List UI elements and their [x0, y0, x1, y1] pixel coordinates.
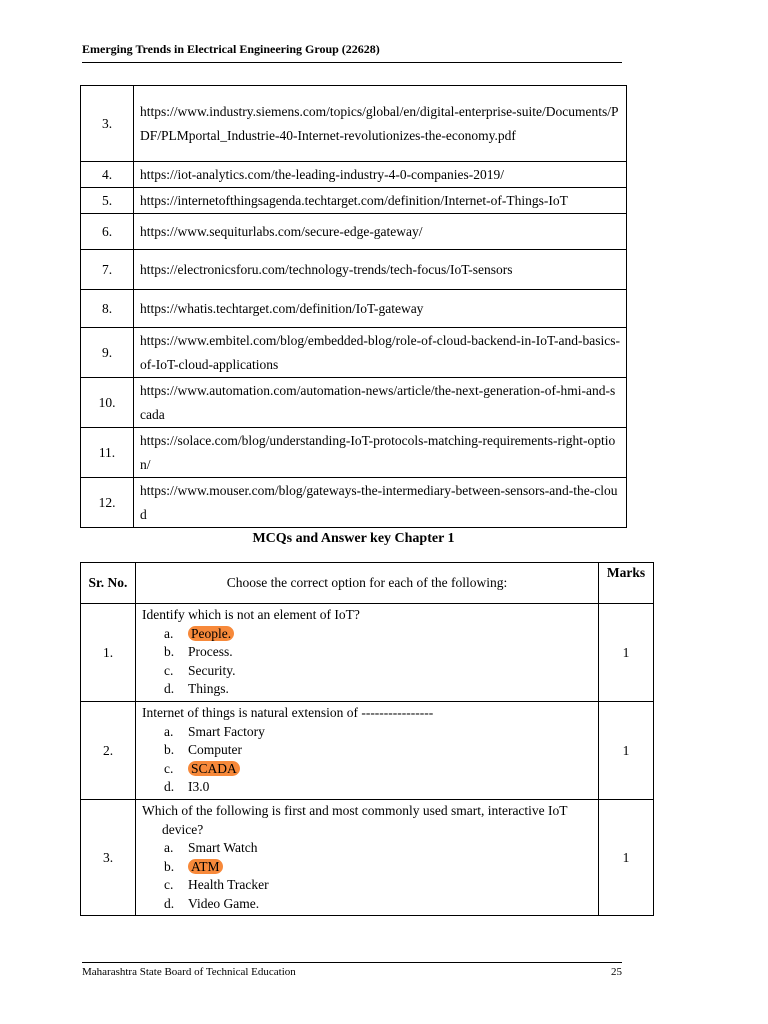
- reference-url: https://www.automation.com/automation-news/article/the-next-generation-of-hmi-and-scada: [134, 378, 627, 428]
- option-text: Process.: [188, 644, 233, 659]
- question-marks: 1: [599, 800, 654, 916]
- option-letter: c.: [164, 662, 174, 678]
- footer-org: Maharashtra State Board of Technical Education: [82, 966, 296, 978]
- header-question: Choose the correct option for each of the following:: [136, 563, 599, 604]
- question-row: [81, 604, 654, 702]
- page-header: [82, 42, 622, 63]
- option-letter: d.: [164, 681, 175, 696]
- question-cell: [136, 702, 599, 800]
- option-item: [142, 839, 592, 858]
- reference-row: [81, 188, 627, 214]
- reference-url: https://www.embitel.com/blog/embedded-blog/role-of-cloud-backend-in-IoT-and-basics-of-IoT-cloud-applications: [134, 328, 627, 378]
- reference-row: [81, 478, 627, 528]
- reference-url: https://internetofthingsagenda.techtarget.com/definition/Internet-of-Things-IoT: [134, 188, 627, 214]
- question-marks: 1: [599, 702, 654, 800]
- correct-answer-highlight: SCADA: [188, 761, 240, 776]
- correct-answer-highlight: ATM: [188, 859, 223, 874]
- reference-row: [81, 328, 627, 378]
- reference-row: [81, 214, 627, 250]
- option-item: [142, 643, 592, 662]
- option-letter: c.: [164, 877, 174, 892]
- option-list: [142, 625, 592, 699]
- reference-number: 3.: [81, 86, 134, 162]
- option-text: Security.: [188, 662, 236, 678]
- option-list: [142, 723, 592, 797]
- question-row: [81, 702, 654, 800]
- question-cell: [136, 604, 599, 702]
- header-marks: Marks: [599, 563, 654, 604]
- option-text: Smart Factory: [188, 723, 265, 739]
- mcq-title: MCQs and Answer key Chapter 1: [252, 531, 455, 546]
- reference-row: [81, 250, 627, 290]
- question-text: Which of the following is first and most commonly used smart, interactive IoT: [142, 803, 568, 818]
- question-marks: 1: [599, 604, 654, 702]
- reference-number: 11.: [81, 428, 134, 478]
- reference-url: https://electronicsforu.com/technology-trends/tech-focus/IoT-sensors: [134, 250, 627, 290]
- reference-url: https://www.sequiturlabs.com/secure-edge-gateway/: [134, 214, 627, 250]
- reference-row: [81, 378, 627, 428]
- reference-row: [81, 428, 627, 478]
- option-item: [142, 741, 592, 760]
- option-letter: a.: [164, 840, 174, 855]
- reference-table: [80, 85, 627, 528]
- option-item: [142, 895, 592, 914]
- option-item: [142, 858, 592, 877]
- reference-number: 9.: [81, 328, 134, 378]
- option-letter: c.: [164, 760, 174, 776]
- option-item: [142, 680, 592, 699]
- option-text: Things.: [188, 681, 229, 696]
- question-text: Internet of things is natural extension of ----------------: [142, 705, 434, 720]
- question-cell: [136, 800, 599, 916]
- option-letter: d.: [164, 895, 175, 911]
- reference-number: 12.: [81, 478, 134, 528]
- option-item: [142, 723, 592, 742]
- option-letter: b.: [164, 858, 175, 874]
- reference-url: https://www.mouser.com/blog/gateways-the-intermediary-between-sensors-and-the-cloud: [134, 478, 627, 528]
- option-text: I3.0: [188, 779, 210, 794]
- reference-url: https://iot-analytics.com/the-leading-industry-4-0-companies-2019/: [134, 162, 627, 188]
- reference-row: [81, 86, 627, 162]
- page-footer: [82, 962, 622, 978]
- option-text: Health Tracker: [188, 877, 269, 892]
- option-letter: b.: [164, 742, 175, 757]
- reference-row: [81, 290, 627, 328]
- reference-number: 10.: [81, 378, 134, 428]
- question-number: 1.: [81, 604, 136, 702]
- question-text: Identify which is not an element of IoT?: [142, 607, 360, 622]
- option-text: Video Game.: [188, 895, 260, 911]
- reference-number: 8.: [81, 290, 134, 328]
- mcq-table: [80, 562, 654, 916]
- header-sr-no: Sr. No.: [81, 563, 136, 604]
- question-number: 3.: [81, 800, 136, 916]
- reference-url: https://www.industry.siemens.com/topics/global/en/digital-enterprise-suite/Documents/PDF/PLMportal_Industrie-40-Internet-revolutionizes-the-economy.pdf: [134, 86, 627, 162]
- option-letter: b.: [164, 644, 175, 659]
- option-item: [142, 760, 592, 779]
- option-text: Smart Watch: [188, 840, 258, 855]
- reference-url: https://solace.com/blog/understanding-IoT-protocols-matching-requirements-right-option/: [134, 428, 627, 478]
- option-letter: d.: [164, 779, 175, 794]
- correct-answer-highlight: People.: [188, 626, 234, 641]
- header-title: Emerging Trends in Electrical Engineering Group (22628): [82, 42, 380, 56]
- option-item: [142, 778, 592, 797]
- reference-number: 4.: [81, 162, 134, 188]
- page-number: 25: [611, 966, 622, 978]
- option-item: [142, 662, 592, 681]
- question-number: 2.: [81, 702, 136, 800]
- reference-number: 7.: [81, 250, 134, 290]
- reference-row: [81, 162, 627, 188]
- reference-number: 6.: [81, 214, 134, 250]
- question-row: [81, 800, 654, 916]
- option-letter: a.: [164, 625, 174, 641]
- option-list: [142, 839, 592, 913]
- reference-number: 5.: [81, 188, 134, 214]
- option-text: Computer: [188, 742, 242, 757]
- question-text-continued: device?: [162, 821, 204, 837]
- option-item: [142, 876, 592, 895]
- option-item: [142, 625, 592, 644]
- option-letter: a.: [164, 723, 174, 739]
- reference-url: https://whatis.techtarget.com/definition/IoT-gateway: [134, 290, 627, 328]
